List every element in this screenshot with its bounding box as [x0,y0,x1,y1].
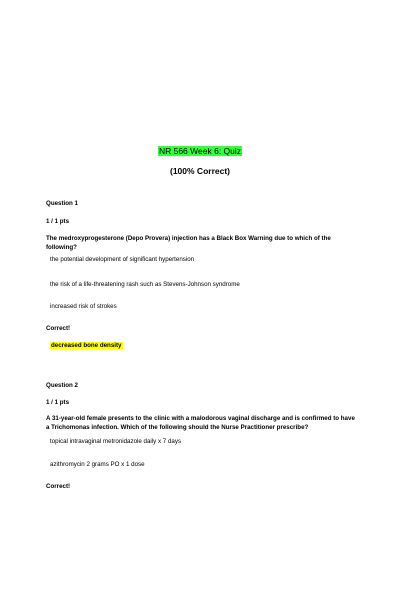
question-1-text: The medroxyprogesterone (Depo Provera) injection has a Black Box Warning due to which of the following? [46,235,331,251]
question-1-correct-answer: decreased bone density [51,342,122,349]
question-2-correct-label: Correct! [46,483,71,490]
question-1-option-3[interactable]: increased risk of strokes [50,303,117,310]
question-2-option-1[interactable]: topical intravaginal metronidazole daily x 7 days [50,438,182,445]
question-2-option-2[interactable]: azithromycin 2 grams PO x 1 dose [50,461,145,468]
question-2-label: Question 2 [46,382,78,389]
question-2-points: 1 / 1 pts [46,399,70,406]
question-1-correct-label: Correct! [46,325,71,332]
question-1-label: Question 1 [46,200,78,207]
question-1-points: 1 / 1 pts [46,218,70,225]
question-2-text: A 31-year-old female presents to the clinic with a malodorous vaginal discharge and is confirmed to have a Trichomonas infection. Which of the following should the Nurse Practitioner prescribe? [46,415,355,431]
question-1-correct-answer-row[interactable] [46,341,360,350]
question-1-option-1[interactable]: the potential development of significant hypertension [50,256,195,263]
document-subtitle: (100% Correct) [170,166,230,176]
document-title: NR 566 Week 6: Quiz [158,146,242,156]
document-title-block [0,146,400,157]
question-1-option-2[interactable]: the risk of a life-threatening rash such as Stevens-Johnson syndrome [50,281,240,288]
